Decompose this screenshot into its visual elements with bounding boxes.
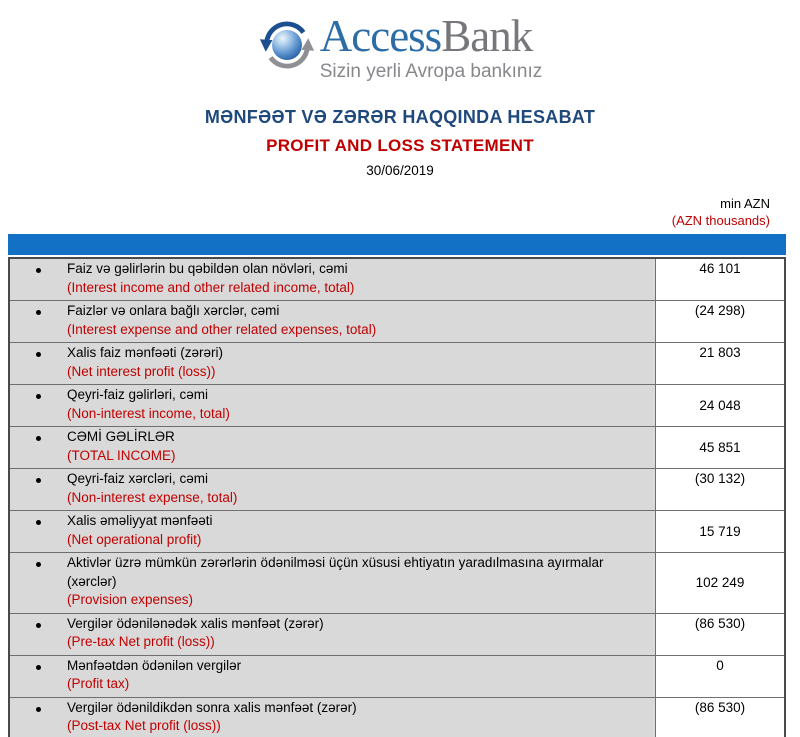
row-label-cell <box>10 511 656 552</box>
row-value: 45 851 <box>656 427 784 468</box>
table-row <box>10 469 784 511</box>
row-label-az: Xalis əməliyyat mənfəəti <box>67 513 213 528</box>
row-label-cell <box>10 553 656 613</box>
row-label-az: CƏMİ GƏLİRLƏR <box>67 429 175 444</box>
logo-text-block <box>320 12 545 83</box>
row-label-cell <box>10 427 656 468</box>
row-label-en: (Non-interest income, total) <box>67 405 230 421</box>
unit-label: min AZN <box>720 196 770 211</box>
table-row <box>10 656 784 698</box>
bank-tagline: Sizin yerli Avropa bankınız <box>319 61 543 82</box>
row-label-cell <box>10 343 656 384</box>
row-label-cell <box>10 614 656 655</box>
bullet-icon <box>10 302 67 315</box>
row-label-az: Vergilər ödənilənədək xalis mənfəət (zərər) <box>67 615 324 631</box>
bullet-icon <box>10 260 67 273</box>
report-date: 30/06/2019 <box>366 163 434 178</box>
bullet-icon <box>10 512 67 525</box>
pl-table <box>8 234 786 737</box>
bullet-icon <box>10 554 67 567</box>
row-label-en: (Profit tax) <box>67 676 130 691</box>
row-label-az: Xalis faiz mənfəəti (zərəri) <box>67 345 224 360</box>
row-label-en: (Net interest profit (loss)) <box>67 363 216 379</box>
row-value: (24 298) <box>656 301 784 342</box>
row-value: (30 132) <box>656 469 784 510</box>
table-row <box>10 614 784 656</box>
bullet-icon <box>10 699 67 712</box>
row-label-cell <box>10 301 656 342</box>
bank-wordmark <box>320 12 545 60</box>
row-label-cell <box>10 469 656 510</box>
bullet-icon <box>10 657 67 670</box>
row-value: 21 803 <box>656 343 784 384</box>
row-label-en: (Provision expenses) <box>67 592 194 607</box>
row-label-en: (Non-interest expense, total) <box>67 489 238 505</box>
report-title-az: MƏNFƏƏT VƏ ZƏRƏR HAQQINDA HESABAT <box>204 107 596 127</box>
brand-access: Access <box>319 11 442 61</box>
table-row <box>10 511 784 553</box>
bank-logo <box>0 0 800 83</box>
row-label-cell <box>10 385 656 426</box>
row-label-en: (Post-tax Net profit (loss)) <box>67 718 221 733</box>
row-label-en: (Net operational profit) <box>67 531 202 547</box>
bullet-icon <box>10 615 67 628</box>
bullet-icon <box>10 386 67 399</box>
unit-sublabel: (AZN thousands) <box>671 212 770 228</box>
row-label-cell <box>10 656 656 697</box>
row-label-cell <box>10 259 656 300</box>
bullet-icon <box>10 344 67 357</box>
table-row <box>10 385 784 427</box>
row-label-en: (TOTAL INCOME) <box>67 447 176 463</box>
row-label-az: Qeyri-faiz xərcləri, cəmi <box>67 471 209 486</box>
row-label-az: Faizlər və onlara bağlı xərclər, cəmi <box>67 303 280 318</box>
table-row <box>10 343 784 385</box>
row-label-en: (Interest income and other related income, total) <box>67 279 355 295</box>
brand-bank: Bank <box>441 11 533 61</box>
row-label-az: Qeyri-faiz gəlirləri, cəmi <box>67 387 209 402</box>
currency-unit-block <box>0 196 770 229</box>
table-header-bar <box>8 234 786 255</box>
row-label-en: (Pre-tax Net profit (loss)) <box>67 634 215 649</box>
row-value: 0 <box>656 656 784 697</box>
table-body <box>8 257 786 737</box>
bullet-icon <box>10 470 67 483</box>
bullet-icon <box>10 428 67 441</box>
row-value: 102 249 <box>656 553 784 613</box>
row-label-en: (Interest expense and other related expenses, total) <box>67 321 377 337</box>
table-row <box>10 259 784 301</box>
row-label-az: Faiz və gəlirlərin bu qəbildən olan növləri, cəmi <box>67 261 348 276</box>
row-label-az: Vergilər ödənildikdən sonra xalis mənfəət (zərər) <box>67 699 357 715</box>
table-row <box>10 553 784 614</box>
table-row <box>10 698 784 737</box>
row-label-az: Mənfəətdən ödənilən vergilər <box>67 657 242 673</box>
row-value: 46 101 <box>656 259 784 300</box>
row-value: 15 719 <box>656 511 784 552</box>
row-value: (86 530) <box>656 614 784 655</box>
table-row <box>10 427 784 469</box>
table-row <box>10 301 784 343</box>
globe-arrows-icon <box>256 16 318 74</box>
row-label-cell <box>10 698 656 737</box>
row-value: (86 530) <box>656 698 784 737</box>
row-label-az: Aktivlər üzrə mümkün zərərlərin ödənilməsi üçün xüsusi ehtiyatın yaradılmasına ayırmalar (xərclər) <box>67 555 604 589</box>
report-title-en: PROFIT AND LOSS STATEMENT <box>266 136 534 155</box>
row-value: 24 048 <box>656 385 784 426</box>
